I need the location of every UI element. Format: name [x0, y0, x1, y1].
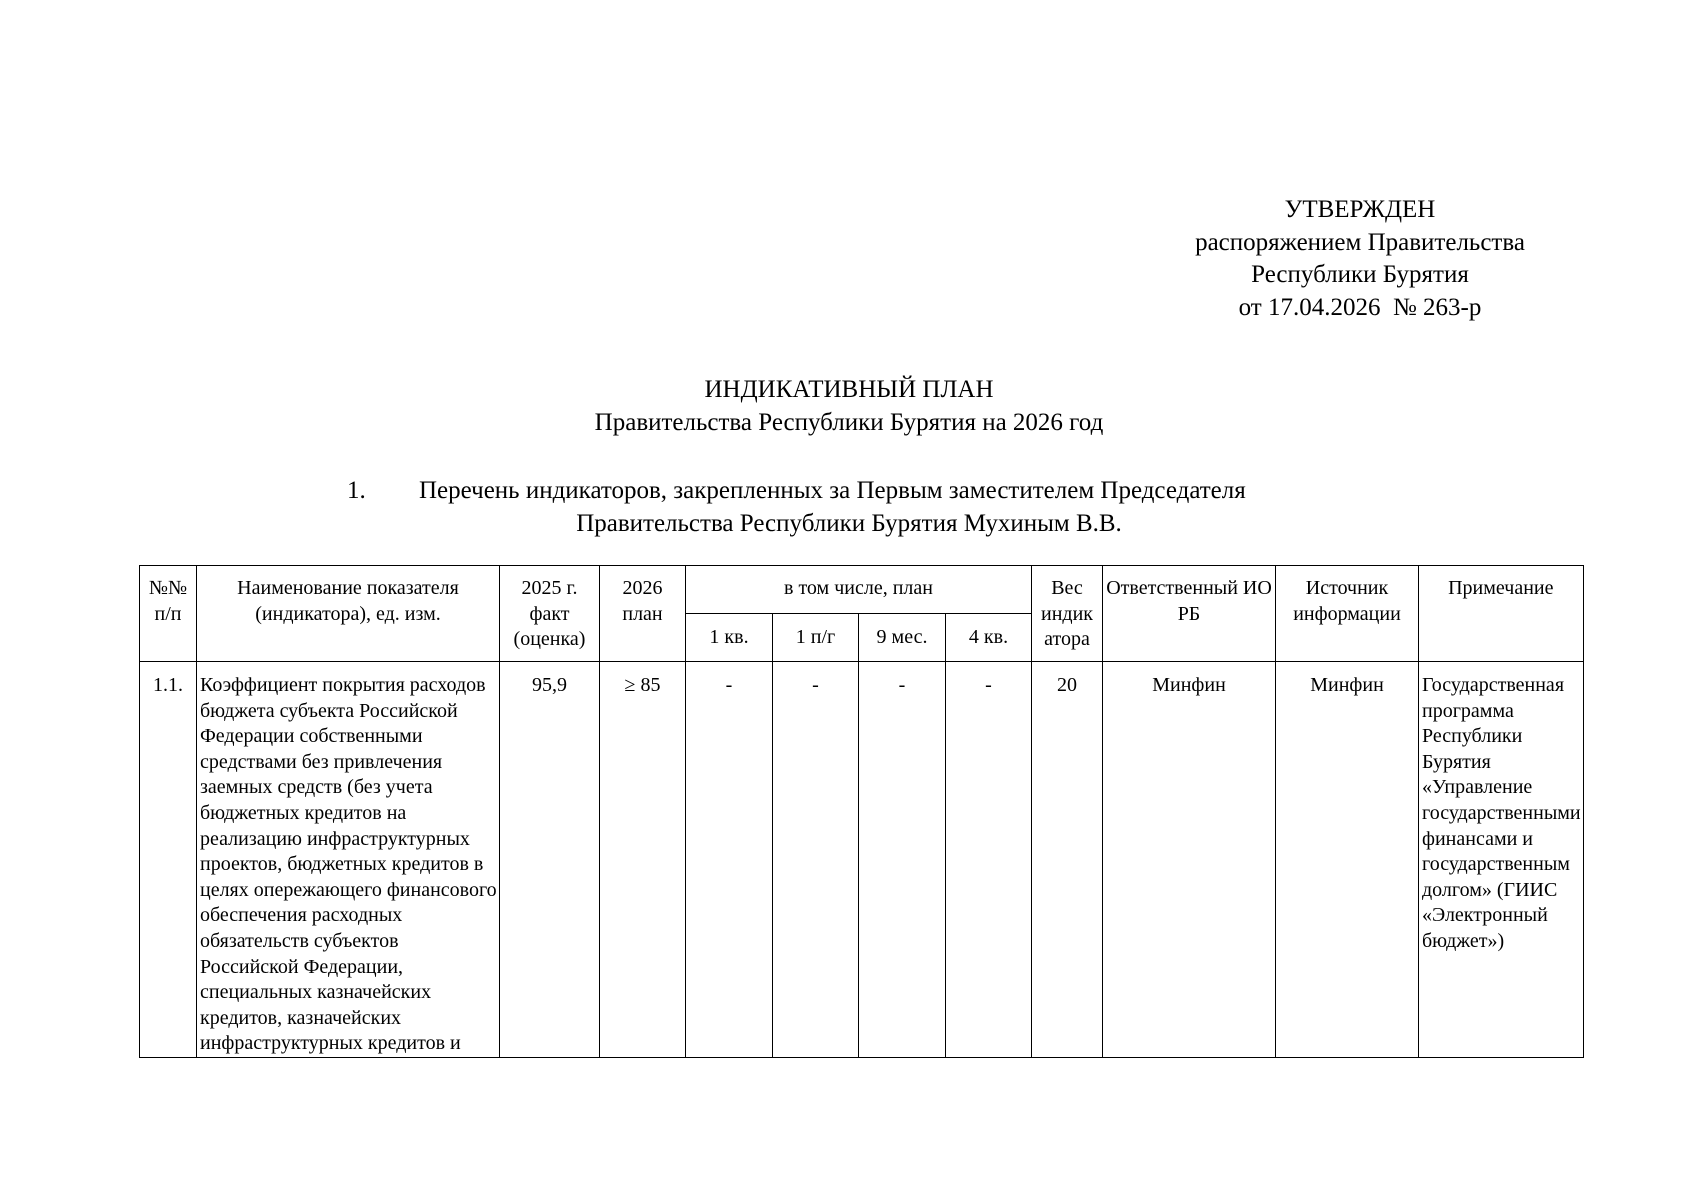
- approval-heading: УТВЕРЖДЕН: [1284, 196, 1436, 223]
- header-name: Наименование показателя (индикатора), ед. изм.: [197, 566, 500, 662]
- document-title-sub: Правительства Республики Бурятия на 2026 год: [594, 408, 1104, 436]
- approval-region: Республики Бурятия: [1251, 261, 1469, 288]
- cell-note: Государственная программа Республики Бурятия «Управление государственными финансами и государственным долгом» (ГИИС «Электронный бюджет»): [1419, 662, 1584, 1058]
- header-q4: 4 кв.: [946, 614, 1032, 662]
- header-h1: 1 п/г: [773, 614, 859, 662]
- cell-h1: -: [773, 662, 859, 1058]
- cell-name: Коэффициент покрытия расходов бюджета субъекта Российской Федерации собственными средствами без привлечения заемных средств (без учета бюджетных кредитов на реализацию инфраструктурных проектов, бюджетных кредитов в целях опережающего финансового обеспечения расходных обязательств субъектов Российской Федерации, специальных казначейских кредитов, казначейских инфраструктурных кредитов и: [197, 662, 500, 1058]
- document-title-main: ИНДИКАТИВНЫЙ ПЛАН: [704, 376, 994, 403]
- cell-fact-2025: 95,9: [500, 662, 600, 1058]
- cell-9m: -: [859, 662, 946, 1058]
- cell-weight: 20: [1032, 662, 1103, 1058]
- cell-q1: -: [686, 662, 773, 1058]
- cell-plan-2026: ≥ 85: [600, 662, 686, 1058]
- header-weight: Вес индик атора: [1032, 566, 1103, 662]
- cell-responsible: Минфин: [1103, 662, 1276, 1058]
- approval-authority: распоряжением Правительства: [1195, 228, 1525, 256]
- cell-source: Минфин: [1276, 662, 1419, 1058]
- header-incl-plan: в том числе, план: [686, 566, 1032, 614]
- header-q1: 1 кв.: [686, 614, 773, 662]
- table-header-row: [140, 566, 1584, 614]
- document-title: [0, 374, 1698, 439]
- header-note: Примечание: [1419, 566, 1584, 662]
- indicators-table: [139, 565, 1584, 1058]
- header-9m: 9 мес.: [859, 614, 946, 662]
- header-num: №№ п/п: [140, 566, 197, 662]
- section-number: 1.: [347, 477, 366, 504]
- header-plan-2026: 2026 план: [600, 566, 686, 662]
- approval-stamp: [1150, 194, 1570, 324]
- section-title-line1: Перечень индикаторов, закрепленных за Первым заместителем Председателя: [419, 477, 1246, 504]
- approval-date-number: от 17.04.2026 № 263-р: [1238, 293, 1482, 321]
- cell-q4: -: [946, 662, 1032, 1058]
- cell-num: 1.1.: [140, 662, 197, 1058]
- header-source: Источник информации: [1276, 566, 1419, 662]
- header-responsible: Ответственный ИО РБ: [1103, 566, 1276, 662]
- section-title-line2: Правительства Республики Бурятия Мухиным В.В.: [576, 510, 1122, 537]
- header-fact-2025: 2025 г. факт (оценка): [500, 566, 600, 662]
- table-row: [140, 662, 1584, 1058]
